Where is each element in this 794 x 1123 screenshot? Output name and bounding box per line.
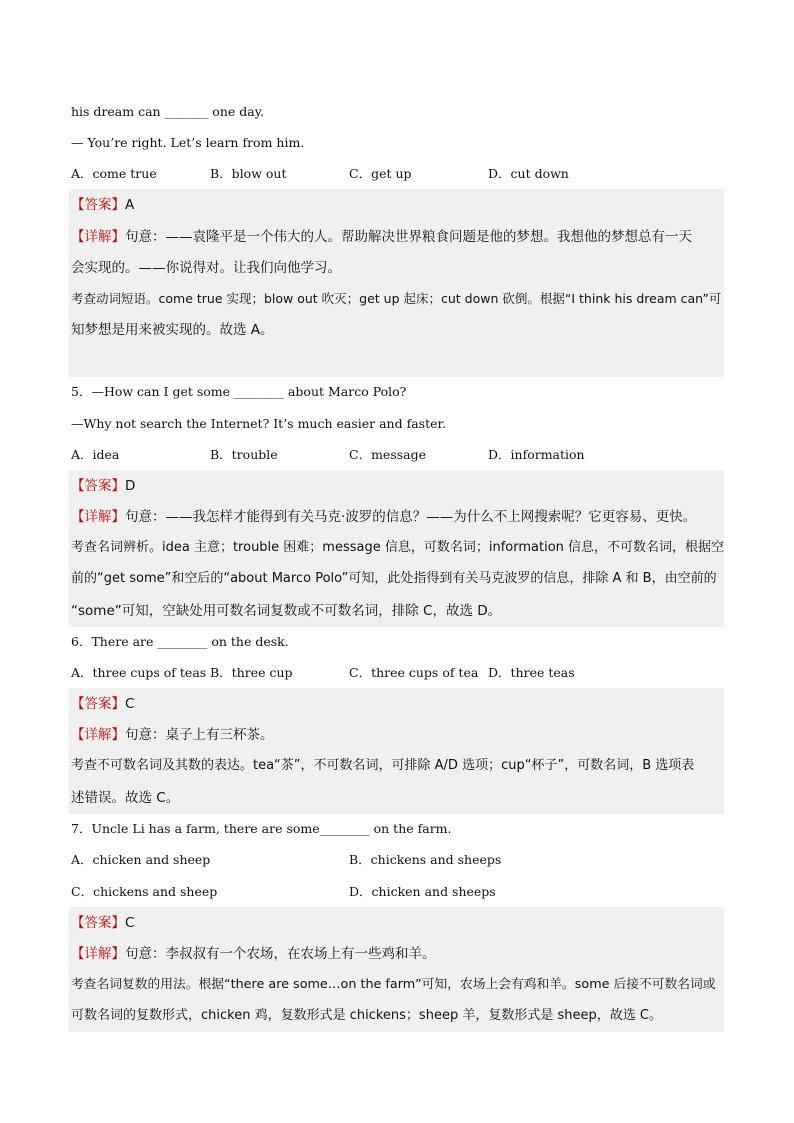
q7-option-b: B．chickens and sheeps [349,852,502,867]
q5-detail-line3: 前的“get some”和空后的“about Marco Polo”可知，此处指得到有关马克波罗的信息，排除 A 和 B，由空前的 [71,571,717,586]
q6-option-a: A．three cups of teas [71,665,207,680]
q5-detail-line1 [71,509,696,525]
q7-option-c: C．chickens and sheep [71,884,218,899]
q4-answer-line [71,197,134,213]
q4-option-c: C．get up [349,166,412,181]
q5-detail-line4: “some”可知，空缺处用可数名词复数或不可数名词，排除 C，故选 D。 [71,603,502,619]
q7-detail-text1: 句意：李叔叔有一个农场，在农场上有一些鸡和羊。 [125,946,436,962]
q6-option-c: C．three cups of tea [349,665,479,680]
q6-detail-text1: 句意：桌子上有三杯茶。 [125,727,274,743]
q7-stem-line1: 7．Uncle Li has a farm, there are some________ on the farm. [71,821,452,836]
q7-detail-line1 [71,946,436,962]
q7-detail-line2: 考查名词复数的用法。根据“there are some…on the farm”可知，农场上会有鸡和羊。some 后接不可数名词或 [71,977,716,992]
q4-detail-line3: 考查动词短语。come true 实现；blow out 吹灭；get up 起床；cut down 砍倒。根据“I think his dream can”可 [71,291,722,306]
q5-answer-tag: 【答案】 [71,478,125,494]
q6-detail-line1 [71,727,274,743]
q5-option-d: D．information [488,447,585,462]
q6-detail-line2: 考查不可数名词及其数的表达。tea“茶”，不可数名词，可排除 A/D 选项；cup“杯子”，可数名词，B 选项表 [71,758,695,773]
q6-option-d: D．three teas [488,665,575,680]
q5-stem-line2: —Why not search the Internet? It’s much easier and faster. [71,416,447,431]
q4-detail-line1 [71,229,692,245]
q6-answer-line [71,696,134,712]
q6-answer-value: C [125,696,135,712]
q6-stem-line1: 6．There are ________ on the desk. [71,634,289,649]
q7-answer-value: C [125,915,135,931]
q5-answer-line [71,478,135,494]
q5-option-c: C．message [349,447,426,462]
q7-option-a: A．chicken and sheep [71,852,211,867]
q6-option-b: B．three cup [210,665,293,680]
q4-answer-value: A [125,197,135,213]
q4-detail-line2: 会实现的。——你说得对。让我们向他学习。 [71,260,341,276]
q6-answer-tag: 【答案】 [71,696,125,712]
q5-option-b: B．trouble [210,447,278,462]
q4-answer-box [69,189,724,377]
q4-detail-text1: 句意：——袁隆平是一个伟大的人。帮助解决世界粮食问题是他的梦想。我想他的梦想总有一天 [125,229,692,245]
q4-detail-line4: 知梦想是用来被实现的。故选 A。 [71,322,274,338]
q7-answer-tag: 【答案】 [71,915,125,931]
q7-detail-tag: 【详解】 [71,946,125,962]
q7-detail-line3: 可数名词的复数形式，chicken 鸡，复数形式是 chickens；sheep 羊，复数形式是 sheep，故选 C。 [71,1008,662,1023]
q4-detail-tag: 【详解】 [71,229,125,245]
q6-detail-tag: 【详解】 [71,727,125,743]
q4-option-d: D．cut down [488,166,569,181]
q5-stem-line1: 5．—How can I get some ________ about Marco Polo? [71,384,407,399]
q5-option-a: A．idea [71,447,120,462]
q6-detail-line3: 述错误。故选 C。 [71,790,180,806]
q4-option-a: A．come true [71,166,157,181]
q5-answer-value: D [125,478,136,494]
q4-answer-tag: 【答案】 [71,197,125,213]
q7-answer-line [71,915,134,931]
q5-detail-text1: 句意：——我怎样才能得到有关马克·波罗的信息？——为什么不上网搜索呢？它更容易、更快。 [125,509,697,525]
q4-option-b: B．blow out [210,166,287,181]
q4-stem-line2: — You’re right. Let’s learn from him. [71,135,305,150]
q4-stem-line1: his dream can _______ one day. [71,104,265,119]
q5-detail-tag: 【详解】 [71,509,125,525]
q5-detail-line2: 考查名词辨析。idea 主意；trouble 困难；message 信息，可数名词；information 信息，不可数名词，根据空 [71,540,725,555]
q7-option-d: D．chicken and sheeps [349,884,496,899]
